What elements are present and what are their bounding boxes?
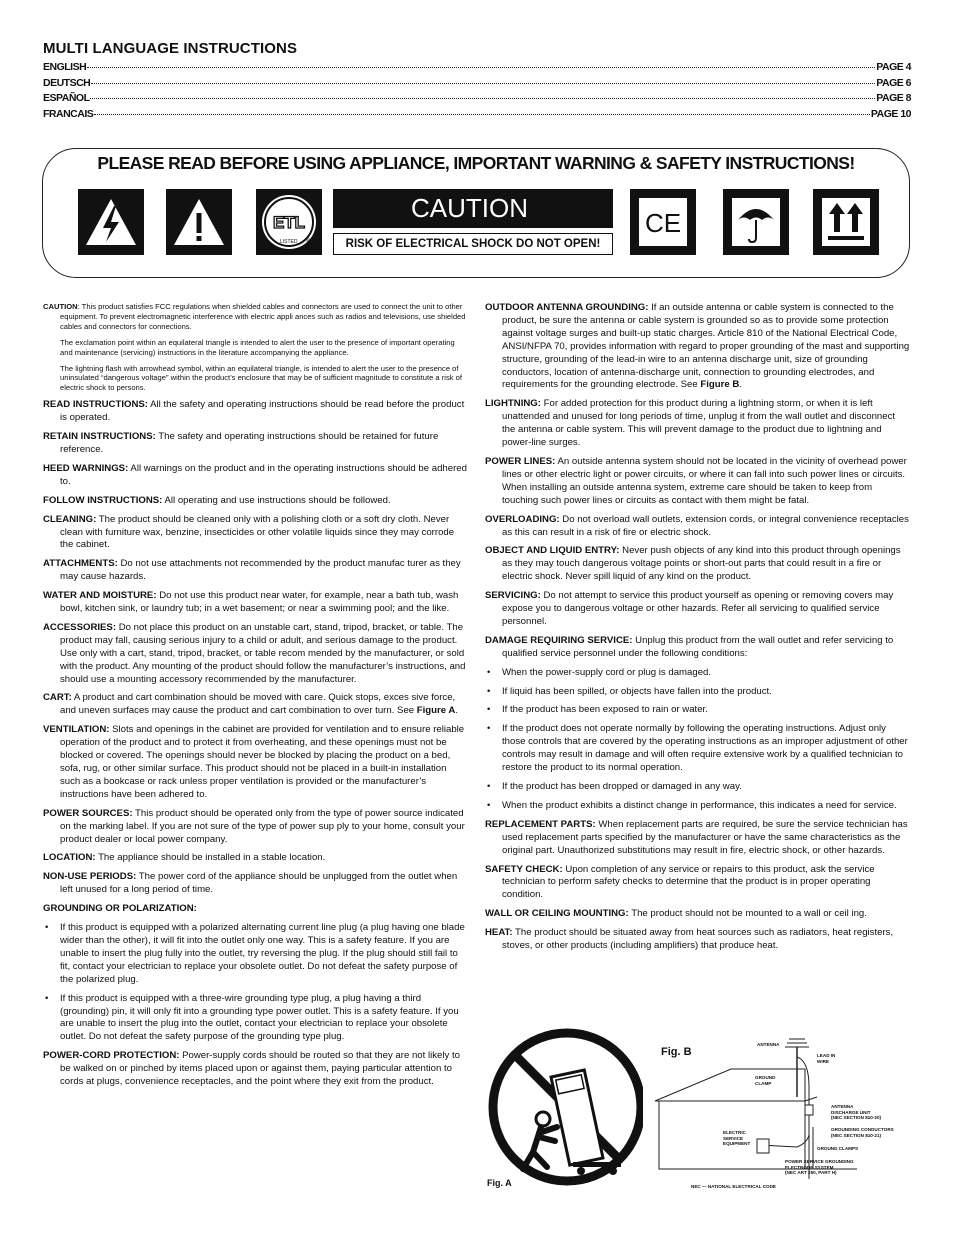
para-text: Do not attempt to service this product yourself as opening or removing covers may expose you to dangerous voltage or other hazards. Refer all servicing to qualified service personnel. <box>502 590 894 627</box>
caution-subtext: RISK OF ELECTRICAL SHOCK DO NOT OPEN! <box>333 233 613 255</box>
figure-a-ref: Figure A <box>416 705 456 717</box>
para-heading: LOCATION: <box>43 852 96 864</box>
replacement-parts <box>485 819 911 858</box>
para-heading: WATER AND MOISTURE: <box>43 590 157 602</box>
caution-heading: CAUTION <box>333 189 613 228</box>
para-heading: OBJECT AND LIQUID ENTRY: <box>485 545 620 557</box>
power-cord-protection <box>43 1050 469 1089</box>
index-lang: ENGLISH <box>43 61 87 73</box>
para-heading: WALL OR CEILING MOUNTING: <box>485 908 629 920</box>
para-text: All operating and use instructions should be followed. <box>162 494 391 506</box>
follow-instructions <box>43 495 469 508</box>
cart-tip-over-illustration <box>485 1027 643 1192</box>
etl-text: ETL <box>272 213 306 232</box>
left-column <box>43 302 469 1095</box>
index-row-francais[interactable] <box>43 108 911 124</box>
para-text: A product and cart combination should be moved with care. Quick stops, exces sive force, and uneven surfaces may cause the product and cart combination to over turn. See <box>60 692 456 717</box>
para-text: This product should be operated only from the type of power source indicated on the marking label. If you are not sure of the type of power sup ply to your home, consult your product dealer or local power company. <box>60 807 465 845</box>
para-text: If an outside antenna or cable system is connected to the product, be sure the antenna or cable system is grounded so as to provide some protection against voltage surges and built-up static charges. Article 810 of the National Electrical Code, ANSI/NFPA 70, provides information with regard to proper grounding of the mast and supporting structure, grounding of the lead-in wire to an antenna discharge unit, size of grounding conductors, location of antenna-discharge unit, connection to grounding electrodes, and requirements for the grounding electrode. See <box>502 302 910 391</box>
water-and-moisture <box>43 590 469 616</box>
damage-bullet: • If the product has been exposed to rain or water. <box>485 704 911 717</box>
index-page: PAGE 6 <box>876 76 911 89</box>
caution-panel <box>333 189 613 255</box>
ground-clamp-label: GROUND CLAMP <box>755 1075 776 1086</box>
object-and-liquid-entry <box>485 545 911 584</box>
para-text: : This product satisfies FCC regulations when shielded cables and connectors are used to connect the unit to other equipment. To prevent electromagnetic interference with electric appli ances such as radios and televisions, use shielded cables and connectors for connections. <box>60 302 466 331</box>
para-text: Do not place this product on an unstable cart, stand, tripod, bracket, or table. The product may fall, causing serious injury to a child or adult, and serious damage to the product. Use only with a cart, stand, tripod, bracket, or table recom mended by the manufacturer, or sold with the product. Any mounting of the product should follow the manufacturer’s instructions, and should use a mounting accessory recommended by the manufacturer. <box>60 621 466 685</box>
para-text: The power cord of the appliance should be unplugged from the outlet when left unused for a long period of time. <box>60 871 458 896</box>
leader-dots <box>90 98 875 99</box>
figures <box>485 1027 911 1197</box>
figure-b <box>647 1027 911 1192</box>
para-heading: READ INSTRUCTIONS: <box>43 399 148 411</box>
figure-b-ref: Figure B <box>700 379 740 391</box>
leader-dots <box>91 83 875 84</box>
damage-bullet: • When the product exhibits a distinct change in performance, this indicates a need for service. <box>485 800 911 813</box>
index-page: PAGE 4 <box>876 61 911 73</box>
para-text: Unplug this product from the wall outlet and refer servicing to qualified service personnel under the following conditions: <box>502 634 894 659</box>
para-heading: CLEANING: <box>43 513 97 525</box>
heat <box>485 927 911 953</box>
power-lines <box>485 456 911 508</box>
para-heading: SAFETY CHECK: <box>485 863 563 875</box>
figure-a <box>485 1027 643 1192</box>
index-title: MULTI LANGUAGE INSTRUCTIONS <box>43 40 298 57</box>
nec-footnote: NEC — NATIONAL ELECTRICAL CODE <box>691 1184 776 1189</box>
para-text: . <box>455 705 459 717</box>
exclamation-note: The exclamation point within an equilateral triangle is intended to alert the user to the presence of important operating and maintenance (servicing) instructions in the literature accompanying the appliance. <box>60 337 455 357</box>
para-heading: CAUTION <box>43 302 78 311</box>
para-heading: ACCESSORIES: <box>43 621 117 633</box>
para-heading: DAMAGE REQUIRING SERVICE: <box>485 634 633 646</box>
leader-dots <box>94 114 870 115</box>
para-text: The appliance should be installed in a stable location. <box>95 852 326 864</box>
para-text: . <box>739 379 742 391</box>
leader-dots <box>87 67 875 68</box>
grounding-bullet: • If this product is equipped with a three-wire grounding type plug, a plug having a third (grounding) pin, it will only fit into a grounding type power outlet. This is a safety feature. If you are unable to insert the plug into the outlet, contact your electrician to replace your obsolete outlet. Do not defeat the safety purpose of the grounding type plug. <box>43 993 469 1045</box>
damage-requiring-service <box>485 635 911 661</box>
umbrella-icon <box>723 189 789 255</box>
heed-warnings <box>43 463 469 489</box>
para-heading: FOLLOW INSTRUCTIONS: <box>43 494 163 506</box>
index-page: PAGE 8 <box>876 92 911 104</box>
accessories <box>43 622 469 687</box>
index-row-deutsch[interactable] <box>43 77 911 93</box>
para-heading: SERVICING: <box>485 590 541 602</box>
safety-check <box>485 864 911 903</box>
para-heading: OVERLOADING: <box>485 513 560 525</box>
para-text: Never push objects of any kind into this product through openings as they may touch dangerous voltage points or short-out parts that could result in a fire or electric shock. Never spill liquid of any kind on the product. <box>502 545 901 583</box>
grounding-heading: GROUNDING OR POLARIZATION: <box>43 903 197 915</box>
para-text: Power-supply cords should be routed so that they are not likely to be walked on or pinched by items placed upon or against them, paying particular attention to cords at plugs, convenience receptacles, and the point where they exit from the product. <box>60 1050 460 1088</box>
para-text: The product should not be mounted to a wall or ceil ing. <box>628 908 867 920</box>
ground-clamps-label: GROUND CLAMPS <box>817 1146 859 1151</box>
location <box>43 852 469 865</box>
lead-in-wire-label: LEAD IN WIRE <box>817 1053 836 1064</box>
damage-bullet: • If liquid has been spilled, or objects have fallen into the product. <box>485 686 911 699</box>
para-text: All warnings on the product and in the operating instructions should be adhered to. <box>60 462 467 487</box>
outdoor-antenna-grounding <box>485 302 911 392</box>
read-instructions <box>43 399 469 425</box>
index-row-english[interactable] <box>43 61 911 77</box>
para-text: Upon completion of any service or repairs to this product, ask the service technician to perform safety checks to determine that the product is in proper operating condition. <box>502 863 875 901</box>
retain-instructions <box>43 431 469 457</box>
para-text: Do not use attachments not recommended by the product manufac turer as they may cause hazards. <box>60 558 461 583</box>
para-text: For added protection for this product during a lightning storm, or when it is left unattended and unused for long periods of time, unplug it from the wall outlet and disconnect the antenna or cable system. This will prevent damage to the product due to lightning and power-line surges. <box>502 398 896 449</box>
index-lang: DEUTSCH <box>43 76 91 89</box>
para-heading: POWER SOURCES: <box>43 807 133 819</box>
cleaning <box>43 514 469 553</box>
wall-or-ceiling-mounting <box>485 908 911 921</box>
para-text: The product should be cleaned only with a polishing cloth or a soft dry cloth. Never clean with furniture wax, benzine, insecticides or other volatile liquids since they may corrode the cabinet. <box>60 513 455 551</box>
para-heading: ATTACHMENTS: <box>43 558 118 570</box>
damage-bullet: • When the power-supply cord or plug is damaged. <box>485 667 911 680</box>
right-column <box>485 302 911 959</box>
index-lang: FRANCAIS <box>43 107 94 120</box>
electrode-system-label: POWER SERVICE GROUNDING ELECTRODE SYSTEM (NEC ART 250, PART H) <box>785 1159 854 1176</box>
figure-a-label: Fig. A <box>487 1178 512 1188</box>
electric-service-label: ELECTRIC SERVICE EQUIPMENT <box>723 1130 751 1147</box>
figure-b-label: Fig. B <box>661 1046 692 1058</box>
para-heading: POWER-CORD PROTECTION: <box>43 1050 180 1062</box>
overloading <box>485 514 911 540</box>
para-heading: REPLACEMENT PARTS: <box>485 818 596 830</box>
index-page: PAGE 10 <box>870 107 911 120</box>
ventilation <box>43 724 469 801</box>
lightning <box>485 398 911 450</box>
para-text: The safety and operating instructions should be retained for future reference. <box>60 431 439 455</box>
exclamation-triangle-icon <box>166 189 232 255</box>
para-heading: OUTDOOR ANTENNA GROUNDING: <box>485 302 649 313</box>
para-heading: CART: <box>43 692 72 704</box>
grounding-bullet: • If this product is equipped with a polarized alternating current line plug (a plug having one blade wider than the other), it will fit into the outlet only one way. This is a safety feature. If you are unable to insert the plug fully into the outlet, try reversing the plug. If the plug should still fail to fit, contact your electrician to replace your obsolete outlet. Do not defeat the safety purpose of the polarized plug. <box>43 922 469 987</box>
para-text: Do not overload wall outlets, extension cords, or integral convenience receptacles as this can result in a risk of fire or electric shock. <box>502 513 909 538</box>
etl-registered-mark: ® <box>306 239 311 245</box>
power-sources <box>43 808 469 847</box>
etl-listed-icon <box>256 189 322 255</box>
index-row-espanol[interactable] <box>43 92 911 108</box>
para-heading: HEAT: <box>485 927 513 939</box>
language-index <box>43 40 911 123</box>
para-heading: RETAIN INSTRUCTIONS: <box>43 431 156 443</box>
servicing <box>485 590 911 629</box>
damage-bullet: • If the product has been dropped or damaged in any way. <box>485 781 911 794</box>
para-text: All the safety and operating instructions should be read before the product is operated. <box>60 399 465 424</box>
non-use-periods <box>43 871 469 897</box>
para-heading: POWER LINES: <box>485 455 556 467</box>
lightning-note: The lightning flash with arrowhead symbol, within an equilateral triangle, is intended to alert the user to the presence of uninsulated “dangerous voltage” within the product’s enclosure that may be of sufficient magnitude to constitute a risk of electric shock to persons. <box>60 363 463 393</box>
para-text: When replacement parts are required, be sure the service technician has used replacement parts specified by the manufacturer or have the same characteristics as the original part. Unauthorized substitutions may result in fire, electric shock, or other hazards. <box>502 818 908 856</box>
discharge-unit-label: ANTENNA DISCHARGE UNIT (NEC SECTION 810-20) <box>831 1104 882 1121</box>
para-heading: VENTILATION: <box>43 724 110 736</box>
ce-text: CE <box>644 208 682 238</box>
para-text: The product should be situated away from heat sources such as radiators, heat registers, stoves, or other products (including amplifiers) that produce heat. <box>502 927 894 952</box>
antenna-label: ANTENNA <box>757 1042 780 1047</box>
para-text: Slots and openings in the cabinet are provided for ventilation and to ensure reliable operation of the product and to protect it from overheating, and these openings must not be blocked or covered. The openings should never be blocked by placing the product on a bed, sofa, rug, or other similar surface. This product should not be placed in a built-in installation such as a bookcase or rack unless proper ventilation is provided or the manufacturer’s instructions have been adhered to. <box>60 724 465 800</box>
lightning-triangle-icon <box>78 189 144 255</box>
para-text: Do not use this product near water, for example, near a bath tub, wash bowl, kitchen sink, or laundry tub; in a wet basement; or near a swimming pool; and the like. <box>60 590 459 615</box>
para-heading: NON-USE PERIODS: <box>43 871 137 883</box>
para-heading: LIGHTNING: <box>485 398 541 410</box>
warning-title: PLEASE READ BEFORE USING APPLIANCE, IMPORTANT WARNING & SAFETY INSTRUCTIONS! <box>97 153 855 173</box>
etl-listed-text: LISTED <box>280 239 298 245</box>
safety-warning-box <box>42 148 910 278</box>
ce-mark-icon <box>630 189 696 255</box>
attachments <box>43 558 469 584</box>
caution-paragraph <box>43 302 469 332</box>
para-text: An outside antenna system should not be located in the vicinity of overhead power lines or other electric light or power circuits, or where it can fall into such power lines or circuits. When installing an outside antenna system, extreme care should be taken to keep from touching such power lines or circuits as contact with them might be fatal. <box>502 455 907 506</box>
this-way-up-icon <box>813 189 879 255</box>
index-lang: ESPAÑOL <box>43 92 90 104</box>
cart <box>43 692 469 718</box>
damage-bullet: • If the product does not operate normally by following the operating instructions. Adjust only those controls that are covered by the operating instructions as an improper adjustment of other controls may result in damage and will often require extensive work by a qualified technician to restore the product to its normal operation. <box>485 723 911 775</box>
grounding-conductors-label: GROUNDING CONDUCTORS (NEC SECTION 810-21) <box>831 1127 894 1138</box>
para-heading: HEED WARNINGS: <box>43 462 129 474</box>
